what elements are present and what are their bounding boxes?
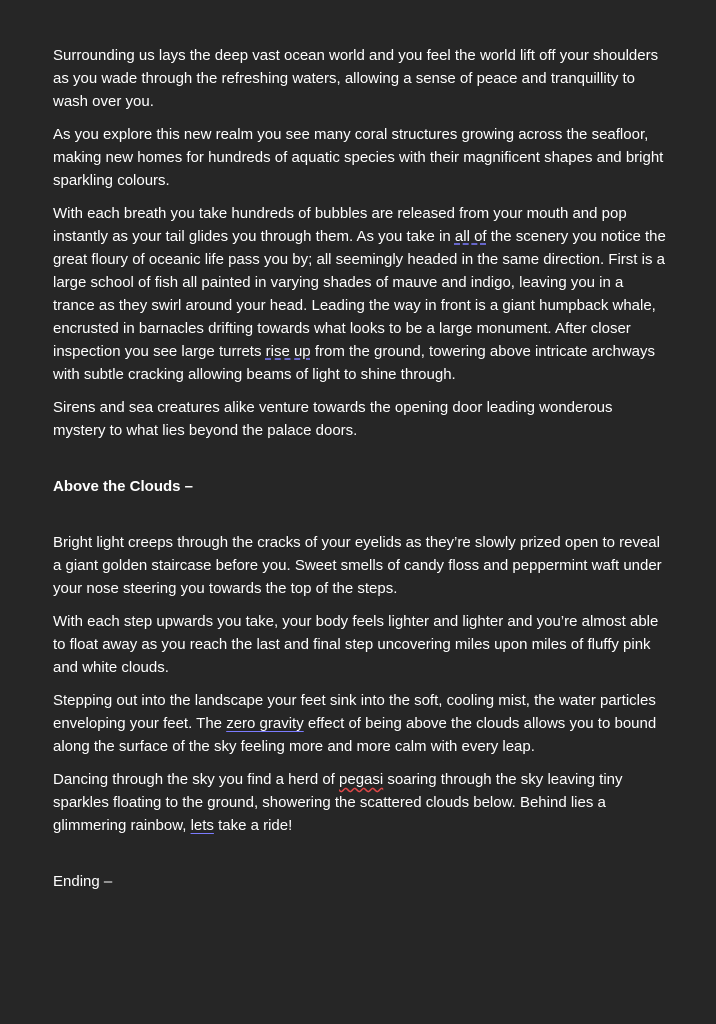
clouds-paragraph-2: With each step upwards you take, your body feels lighter and lighter and you’re almost able to float away as you reach the last and final step uncovering miles upon miles of fluffy pink and white clouds. [53,613,659,676]
text-run: the scenery you notice the great floury of oceanic life pass you by; all seemingly headed in the same direction. First is a large school of fish all painted in varying shades of mauve and indigo, leaving you in a trance as they swirl around your head. Leading the way in front is a giant humpback whale, encrusted in barnacles drifting towards what looks to be a large monument. After closer inspection you see large turrets [53,228,666,360]
text-run: Dancing through the sky you find a herd of [53,771,340,788]
text-run: With each breath you take hundreds of bubbles are released from your mouth and pop instantly as your tail glides you through them. As you take in [53,205,627,245]
text-run: from the ground, towering above intricate archways with subtle cracking allowing beams of light to shine through. [53,343,655,383]
grammar-suggestion[interactable]: zero gravity [226,715,304,732]
text-run: effect of being above the clouds allows you to bound along the surface of the sky feeling more and more calm with every leap. [53,715,657,755]
text-run: take a ride! [213,817,293,834]
text-run: soaring through the sky leaving tiny sparkles floating to the ground, showering the scattered clouds below. Behind lies a glimmering rainbow, [53,771,623,834]
clouds-paragraph-4 [53,768,666,837]
clouds-paragraph-1: Bright light creeps through the cracks of your eyelids as they’re slowly prized open to reveal a giant golden staircase before you. Sweet smells of candy floss and peppermint waft under your nose steering you towards the top of the steps. [53,534,662,597]
grammar-suggestion[interactable]: lets [190,817,214,834]
ocean-paragraph-3 [53,202,666,386]
clouds-paragraph-3 [53,689,666,758]
text-run: Stepping out into the landscape your feet sink into the soft, cooling mist, the water particles enveloping your feet. The [53,692,656,732]
grammar-suggestion[interactable]: rise up [265,343,311,360]
ocean-paragraph-1: Surrounding us lays the deep vast ocean world and you feel the world lift off your shoulders as you wade through the refreshing waters, allowing a sense of peace and tranquillity to wash over you. [53,47,659,110]
ocean-paragraph-2: As you explore this new realm you see many coral structures growing across the seafloor, making new homes for hundreds of aquatic species with their magnificent shapes and bright sparkling colours. [53,126,664,189]
spelling-error[interactable]: pegasi [339,771,384,788]
ocean-paragraph-4: Sirens and sea creatures alike venture towards the opening door leading wonderous mystery to what lies beyond the palace doors. [53,399,613,439]
grammar-suggestion[interactable]: all of [454,228,487,245]
section-heading-ending: Ending – [53,873,113,890]
section-heading-clouds: Above the Clouds – [53,478,194,495]
